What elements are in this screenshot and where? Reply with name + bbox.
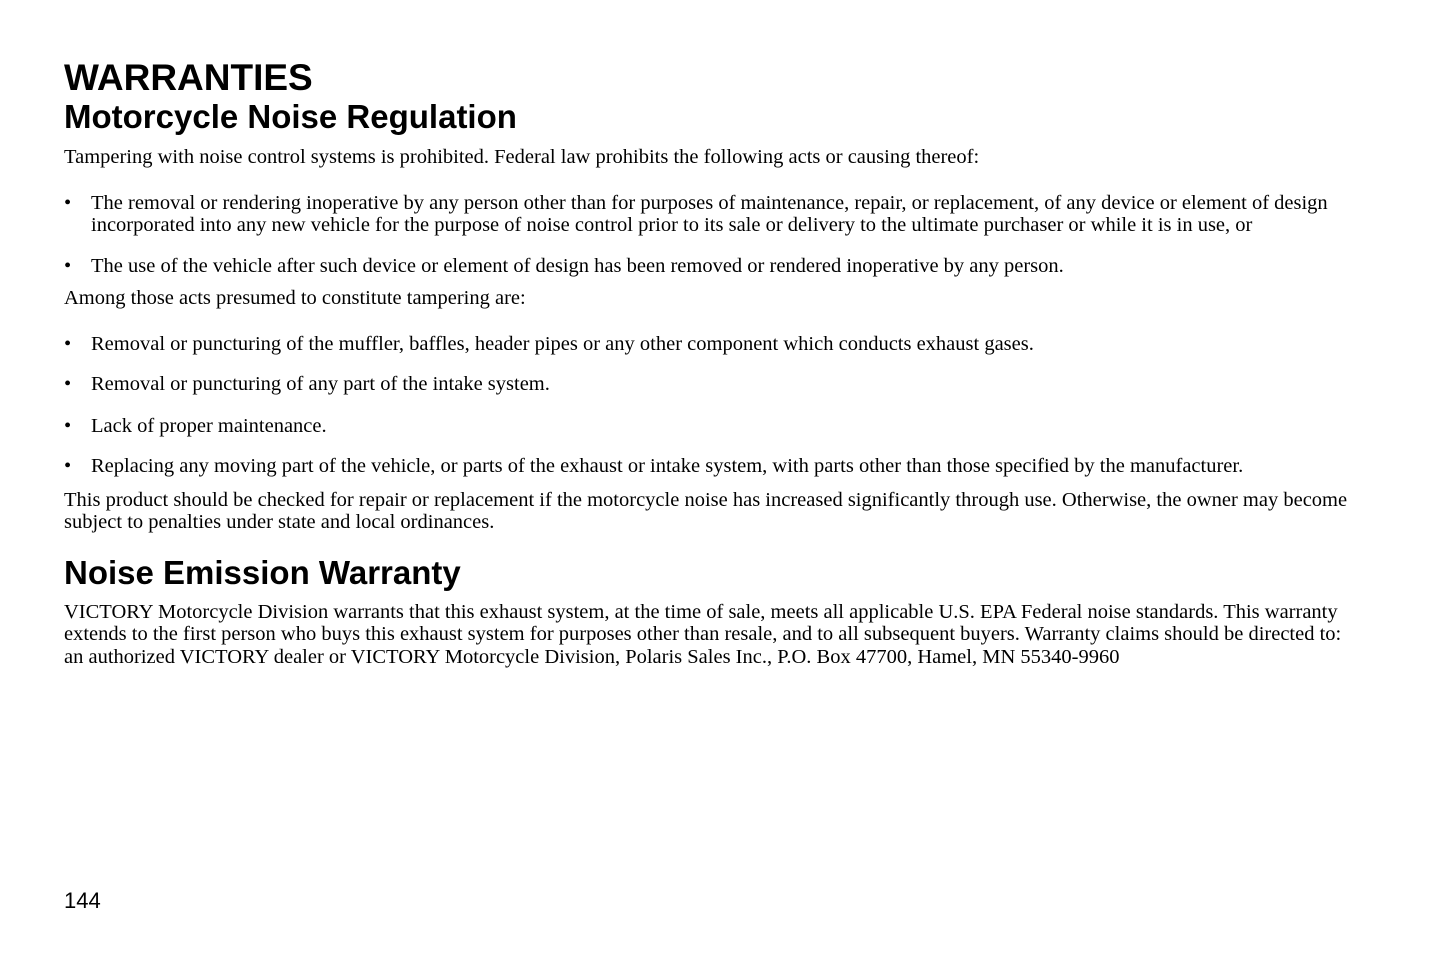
- list-item: • Replacing any moving part of the vehicle, or parts of the exhaust or intake system, with parts other than those specified by the manufacturer.: [64, 455, 1244, 477]
- bullet-icon: •: [64, 191, 72, 214]
- noise-warranty-body: VICTORY Motorcycle Division warrants that this exhaust system, at the time of sale, meets all applicable U.S. EPA Federal noise standards. This warranty extends to the first person who buys this exhaust system for purposes other than resale, and to all subsequent buyers. Warranty claims should be directed to: an authorized VICTORY dealer or VICTORY Motorcycle Division, Polaris Sales Inc., P.O. Box 47700, Hamel, MN 55340-9960: [64, 600, 1342, 668]
- bullet-icon: •: [64, 254, 72, 277]
- bullet-icon: •: [64, 332, 72, 355]
- list-item: • Removal or puncturing of any part of the intake system.: [64, 373, 550, 395]
- document-page: [64, 58, 1364, 668]
- tampering-acts-list: [64, 333, 1364, 478]
- list-item: • Lack of proper maintenance.: [64, 414, 327, 437]
- bullet-icon: •: [64, 373, 72, 395]
- tampering-intro: Among those acts presumed to constitute tampering are:: [64, 287, 526, 309]
- page-number: 144: [64, 888, 101, 913]
- bullet-icon: •: [64, 455, 72, 477]
- subsection-title-noise-warranty: Noise Emission Warranty: [64, 553, 461, 591]
- list-item: • The removal or rendering inoperative by any person other than for purposes of maintenance, repair, or replacement, of any device or element of design incorporated into any new vehicle for the purpose of noise control prior to its sale or delivery to the ultimate purchaser or while it is in use, or: [64, 191, 1328, 236]
- noise-regulation-closing: This product should be checked for repair or replacement if the motorcycle noise has increased significantly through use. Otherwise, the owner may become subject to penalties under state and local ordinances.: [64, 488, 1348, 533]
- section-title: WARRANTIES: [64, 57, 313, 98]
- prohibited-acts-list: [64, 192, 1364, 278]
- noise-regulation-intro: Tampering with noise control systems is prohibited. Federal law prohibits the following acts or causing thereof:: [64, 146, 980, 168]
- list-item: • Removal or puncturing of the muffler, baffles, header pipes or any other component which conducts exhaust gases.: [64, 332, 1034, 355]
- subsection-title-noise-regulation: Motorcycle Noise Regulation: [64, 98, 517, 135]
- bullet-icon: •: [64, 414, 72, 437]
- list-item: • The use of the vehicle after such device or element of design has been removed or rendered inoperative by any person.: [64, 254, 1064, 277]
